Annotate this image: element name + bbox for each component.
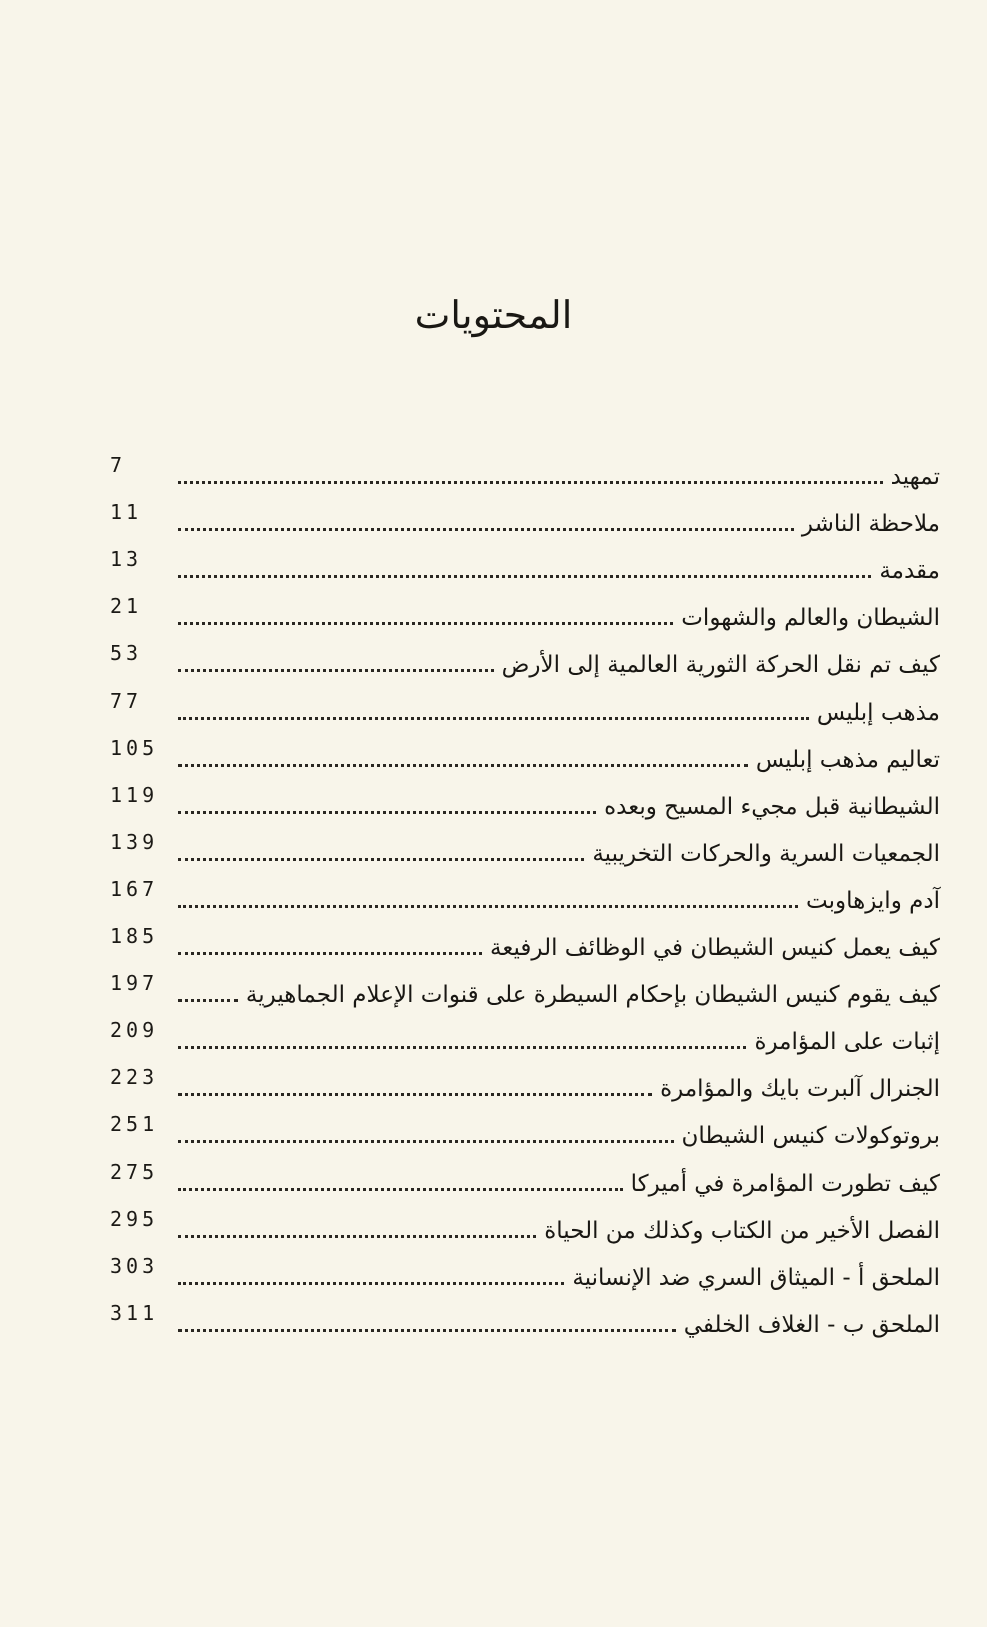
toc-entry-title: بروتوكولات كنيس الشيطان xyxy=(681,1123,940,1150)
toc-entry xyxy=(110,1246,940,1293)
toc-entry-page-number: 167 xyxy=(110,876,159,901)
toc-entry-page-number: 185 xyxy=(110,924,159,949)
dot-leader xyxy=(178,905,798,908)
toc-entry xyxy=(110,586,940,633)
toc-entry-page-number: 21 xyxy=(110,594,143,619)
toc-entry xyxy=(110,1199,940,1246)
dot-leader xyxy=(178,528,794,531)
toc-entry xyxy=(110,963,940,1010)
toc-entry xyxy=(110,869,940,916)
dot-leader xyxy=(178,1329,676,1332)
dot-leader xyxy=(178,481,883,484)
toc-entry xyxy=(110,633,940,680)
dot-leader xyxy=(178,1235,536,1238)
toc-entry-page-number: 53 xyxy=(110,641,143,666)
dot-leader xyxy=(178,811,596,814)
dot-leader xyxy=(178,1046,746,1049)
dot-leader xyxy=(178,1093,652,1096)
toc-entry-title: الجنرال آلبرت بايك والمؤامرة xyxy=(660,1076,940,1103)
toc-entry-title: كيف يقوم كنيس الشيطان بإحكام السيطرة على قنوات الإعلام الجماهيرية xyxy=(245,982,940,1009)
toc-entry-title: تمهيد xyxy=(890,464,940,491)
toc-entry-page-number: 7 xyxy=(110,453,127,478)
toc-entry xyxy=(110,1010,940,1057)
toc-entry-title: الملحق ب - الغلاف الخلفي xyxy=(683,1311,940,1338)
toc-entry xyxy=(110,1293,940,1340)
toc-entry xyxy=(110,539,940,586)
toc-entry xyxy=(110,492,940,539)
toc-entry-title: تعاليم مذهب إبليس xyxy=(755,746,940,773)
toc-entry xyxy=(110,1057,940,1104)
toc-entry-title: الجمعيات السرية والحركات التخريبية xyxy=(592,840,940,867)
toc-entry-title: ملاحظة الناشر xyxy=(801,511,940,538)
page-title: المحتويات xyxy=(414,293,573,337)
toc-entry-title: كيف تطورت المؤامرة في أميركا xyxy=(630,1170,940,1197)
toc-entry-title: الملحق أ - الميثاق السري ضد الإنسانية xyxy=(572,1264,940,1291)
dot-leader xyxy=(178,1282,564,1285)
toc-entry xyxy=(110,728,940,775)
dot-leader xyxy=(178,717,809,720)
toc-entry-page-number: 303 xyxy=(110,1253,159,1278)
toc-entry xyxy=(110,680,940,727)
toc-entry-page-number: 251 xyxy=(110,1112,159,1137)
toc-entry-page-number: 197 xyxy=(110,971,159,996)
toc-entry-page-number: 139 xyxy=(110,829,159,854)
toc-entry-page-number: 275 xyxy=(110,1159,159,1184)
dot-leader xyxy=(178,622,673,625)
table-of-contents xyxy=(110,445,940,1340)
dot-leader xyxy=(178,1140,674,1143)
toc-entry-page-number: 105 xyxy=(110,735,159,760)
toc-entry xyxy=(110,916,940,963)
toc-entry-title: آدم وايزهاوبت xyxy=(805,887,940,914)
toc-entry-page-number: 209 xyxy=(110,1018,159,1043)
dot-leader xyxy=(178,858,584,861)
toc-entry-page-number: 311 xyxy=(110,1300,159,1325)
toc-entry-title: الفصل الأخير من الكتاب وكذلك من الحياة xyxy=(544,1217,940,1244)
toc-entry-page-number: 223 xyxy=(110,1065,159,1090)
dot-leader xyxy=(178,952,482,955)
toc-entry-page-number: 77 xyxy=(110,688,143,713)
toc-entry-title: إثبات على المؤامرة xyxy=(754,1029,940,1056)
toc-entry-title: الشيطانية قبل مجيء المسيح وبعده xyxy=(604,793,940,820)
dot-leader xyxy=(178,575,871,578)
toc-entry-title: الشيطان والعالم والشهوات xyxy=(681,605,940,632)
toc-entry xyxy=(110,1104,940,1151)
toc-entry-title: كيف يعمل كنيس الشيطان في الوظائف الرفيعة xyxy=(490,935,940,962)
dot-leader xyxy=(178,764,748,767)
dot-leader xyxy=(178,1188,623,1191)
toc-entry-title: مقدمة xyxy=(879,558,940,585)
toc-entry-page-number: 295 xyxy=(110,1206,159,1231)
toc-entry-page-number: 119 xyxy=(110,782,159,807)
dot-leader xyxy=(178,999,238,1002)
toc-entry-title: مذهب إبليس xyxy=(816,699,940,726)
toc-entry xyxy=(110,1151,940,1198)
toc-entry xyxy=(110,775,940,822)
toc-entry-title: كيف تم نقل الحركة الثورية العالمية إلى الأرض xyxy=(501,652,940,679)
dot-leader xyxy=(178,669,494,672)
toc-entry-page-number: 11 xyxy=(110,500,143,525)
toc-entry xyxy=(110,822,940,869)
toc-entry xyxy=(110,445,940,492)
toc-entry-page-number: 13 xyxy=(110,547,143,572)
